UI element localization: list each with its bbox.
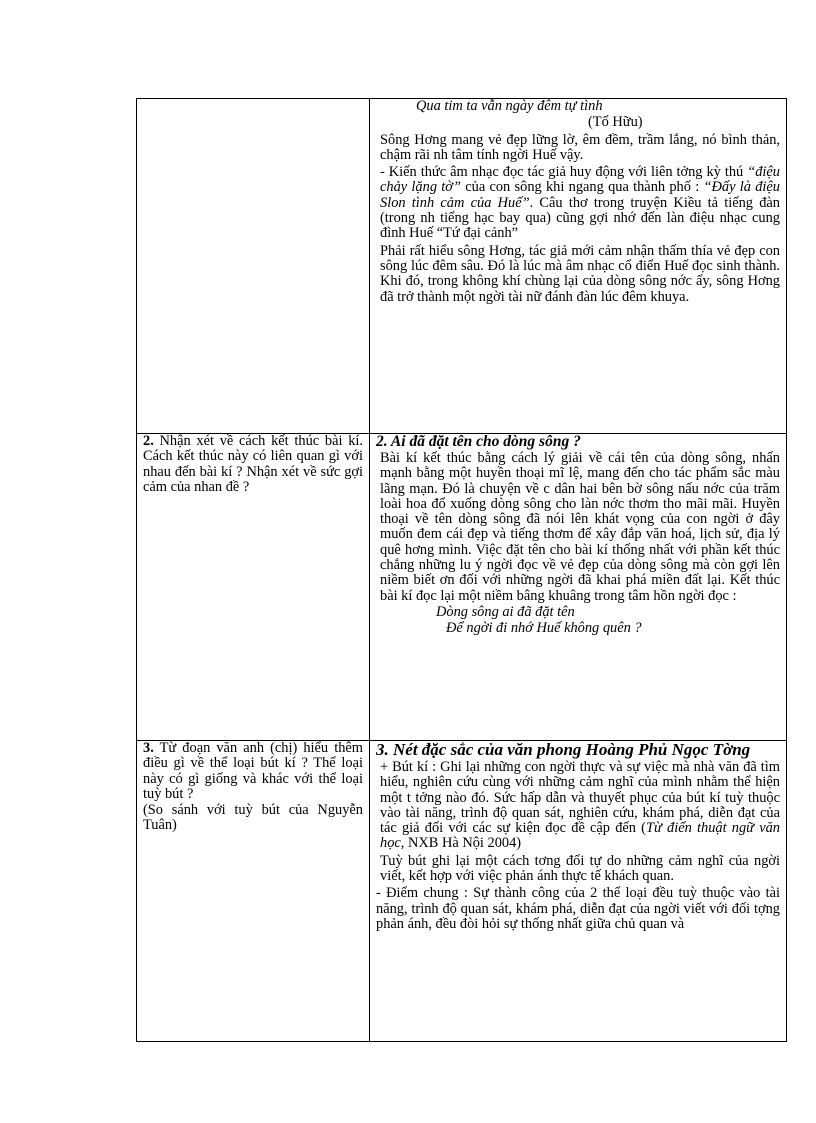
paragraph: - Kiến thức âm nhạc đọc tác giả huy động với liên tởng kỳ thú “điệu chảy lặng tờ” của con sông khi ngang qua thành phố : “Đấy là điệu Slon tình cảm của Huế”. Câu thơ trong truyện Kiều tả tiếng đàn (trong nh tiếng hạc bay qua) cũng gợi nhớ đến làn điệu nhạc cung đình Huế “Tứ đại cảnh” [380, 164, 780, 242]
verse-author: (Tố Hữu) [588, 114, 643, 131]
table-row [137, 434, 787, 741]
verse-line: Qua tim ta vẫn ngày đêm tự tình [416, 98, 603, 114]
paragraph: + Bút kí : Ghi lại những con ngời thực và sự việc mà nhà văn đã tìm hiểu, nghiên cứu cùng với những cảm nghĩ của mình nhằm thể hiện một t tởng nào đó. Sức hấp dẫn và thuyết phục của bút kí tuỳ thuộc vào tài năng, trình độ quan sát, nghiên cứu, khám phá, diễn đạt của tác giả đối với các sự kiện đọc đề cập đến (Từ điển thuật ngữ văn học, NXB Hà Nội 2004) [380, 759, 780, 852]
source-title: Từ điển thuật ngữ văn học [380, 820, 780, 852]
paragraph: Bài kí kết thúc bằng cách lý giải về cái tên của dòng sông, nhấn mạnh bằng một huyền thoại mĩ lệ, mang đến cho tác phẩm sắc màu lãng mạn. Đó là chuyện về c dân hai bên bờ sông nấu nớc của trăm loài hoa đổ xuống dòng sông cho làn nớc thơm tho mãi mãi. Huyền thoại về tên dòng sông đã nói lên khát vọng của con ngời ở đây muốn đem cái đẹp và tiếng thơm để xây đắp văn hoá, lịch sử, địa lý quê hơng mình. Việc đặt tên cho bài kí thống nhất với phần kết thúc chẳng những lu ý ngời đọc về vẻ đẹp của dòng sông mà còn gợi lên niềm biết ơn đối với những ngời đã khai phá miền đất lại. Kết thúc bài kí đọc lại một niềm bâng khuâng trong tâm hồn ngời đọc : [380, 450, 780, 604]
answer-cell [370, 741, 787, 1042]
paragraph: Tuỳ bút ghi lại một cách tơng đối tự do những cảm nghĩ của ngời viết, kết hợp với việc phản ánh thực tế khách quan. [380, 852, 780, 885]
question-cell-empty [137, 99, 370, 434]
verse-line: Dòng sông ai đã đặt tên [436, 603, 575, 620]
verse-line: Để ngời đi nhớ Huế không quên ? [446, 620, 642, 637]
question-text: 3. Từ đoạn văn anh (chị) hiểu thêm điều gì về thể loại bút kí ? Thể loại này có gì giống và khác với thể loại tuỳ bút ? [143, 740, 363, 802]
answer-cell [370, 434, 787, 741]
table-row-continuation [137, 99, 787, 434]
paragraph: Phải rất hiểu sông Hơng, tác giả mới cảm nhận thấm thía vẻ đẹp con sông lúc đêm sâu. Đó là lúc mà âm nhạc cổ điển Huế đọc sinh thành. Khi đó, trong không khí chùng lại của dòng sông nớc ấy, sông Hơng đã trở thành một ngời tài nữ đánh đàn lúc đêm khuya. [380, 242, 780, 305]
section-heading: 2. Ai đã đặt tên cho dòng sông ? [376, 433, 581, 450]
table-row [137, 741, 787, 1042]
question-cell [137, 434, 370, 741]
content-table [136, 98, 787, 1042]
paragraph: - Điểm chung : Sự thành công của 2 thể loại đều tuỳ thuộc vào tài năng, trình độ quan sát, khám phá, diễn đạt của ngời viết với đối tợng phản ánh, đều đòi hỏi sự thống nhất giữa chủ quan và [376, 885, 780, 932]
question-note: (So sánh với tuỳ bút của Nguyễn Tuân) [143, 802, 363, 834]
question-text: 2. Nhận xét về cách kết thúc bài kí. Cách kết thúc này có liên quan gì với nhau đến bài kí ? Nhận xét về sức gợi cảm của nhan đề ? [143, 433, 363, 495]
quote: “Đấy là điệu Slon tình cảm của Huế” [380, 179, 780, 211]
paragraph: Sông Hơng mang vẻ đẹp lững lờ, êm đềm, trầm lắng, nó bình thản, chậm rãi nh tâm tính ngời Huế vậy. [380, 131, 780, 163]
answer-cell-continuation [370, 99, 787, 434]
section-heading: 3. Nét đặc sắc của văn phong Hoàng Phủ Ngọc Tờng [376, 741, 751, 759]
question-cell [137, 741, 370, 1042]
quote: “điệu chảy lặng tờ” [380, 164, 780, 196]
